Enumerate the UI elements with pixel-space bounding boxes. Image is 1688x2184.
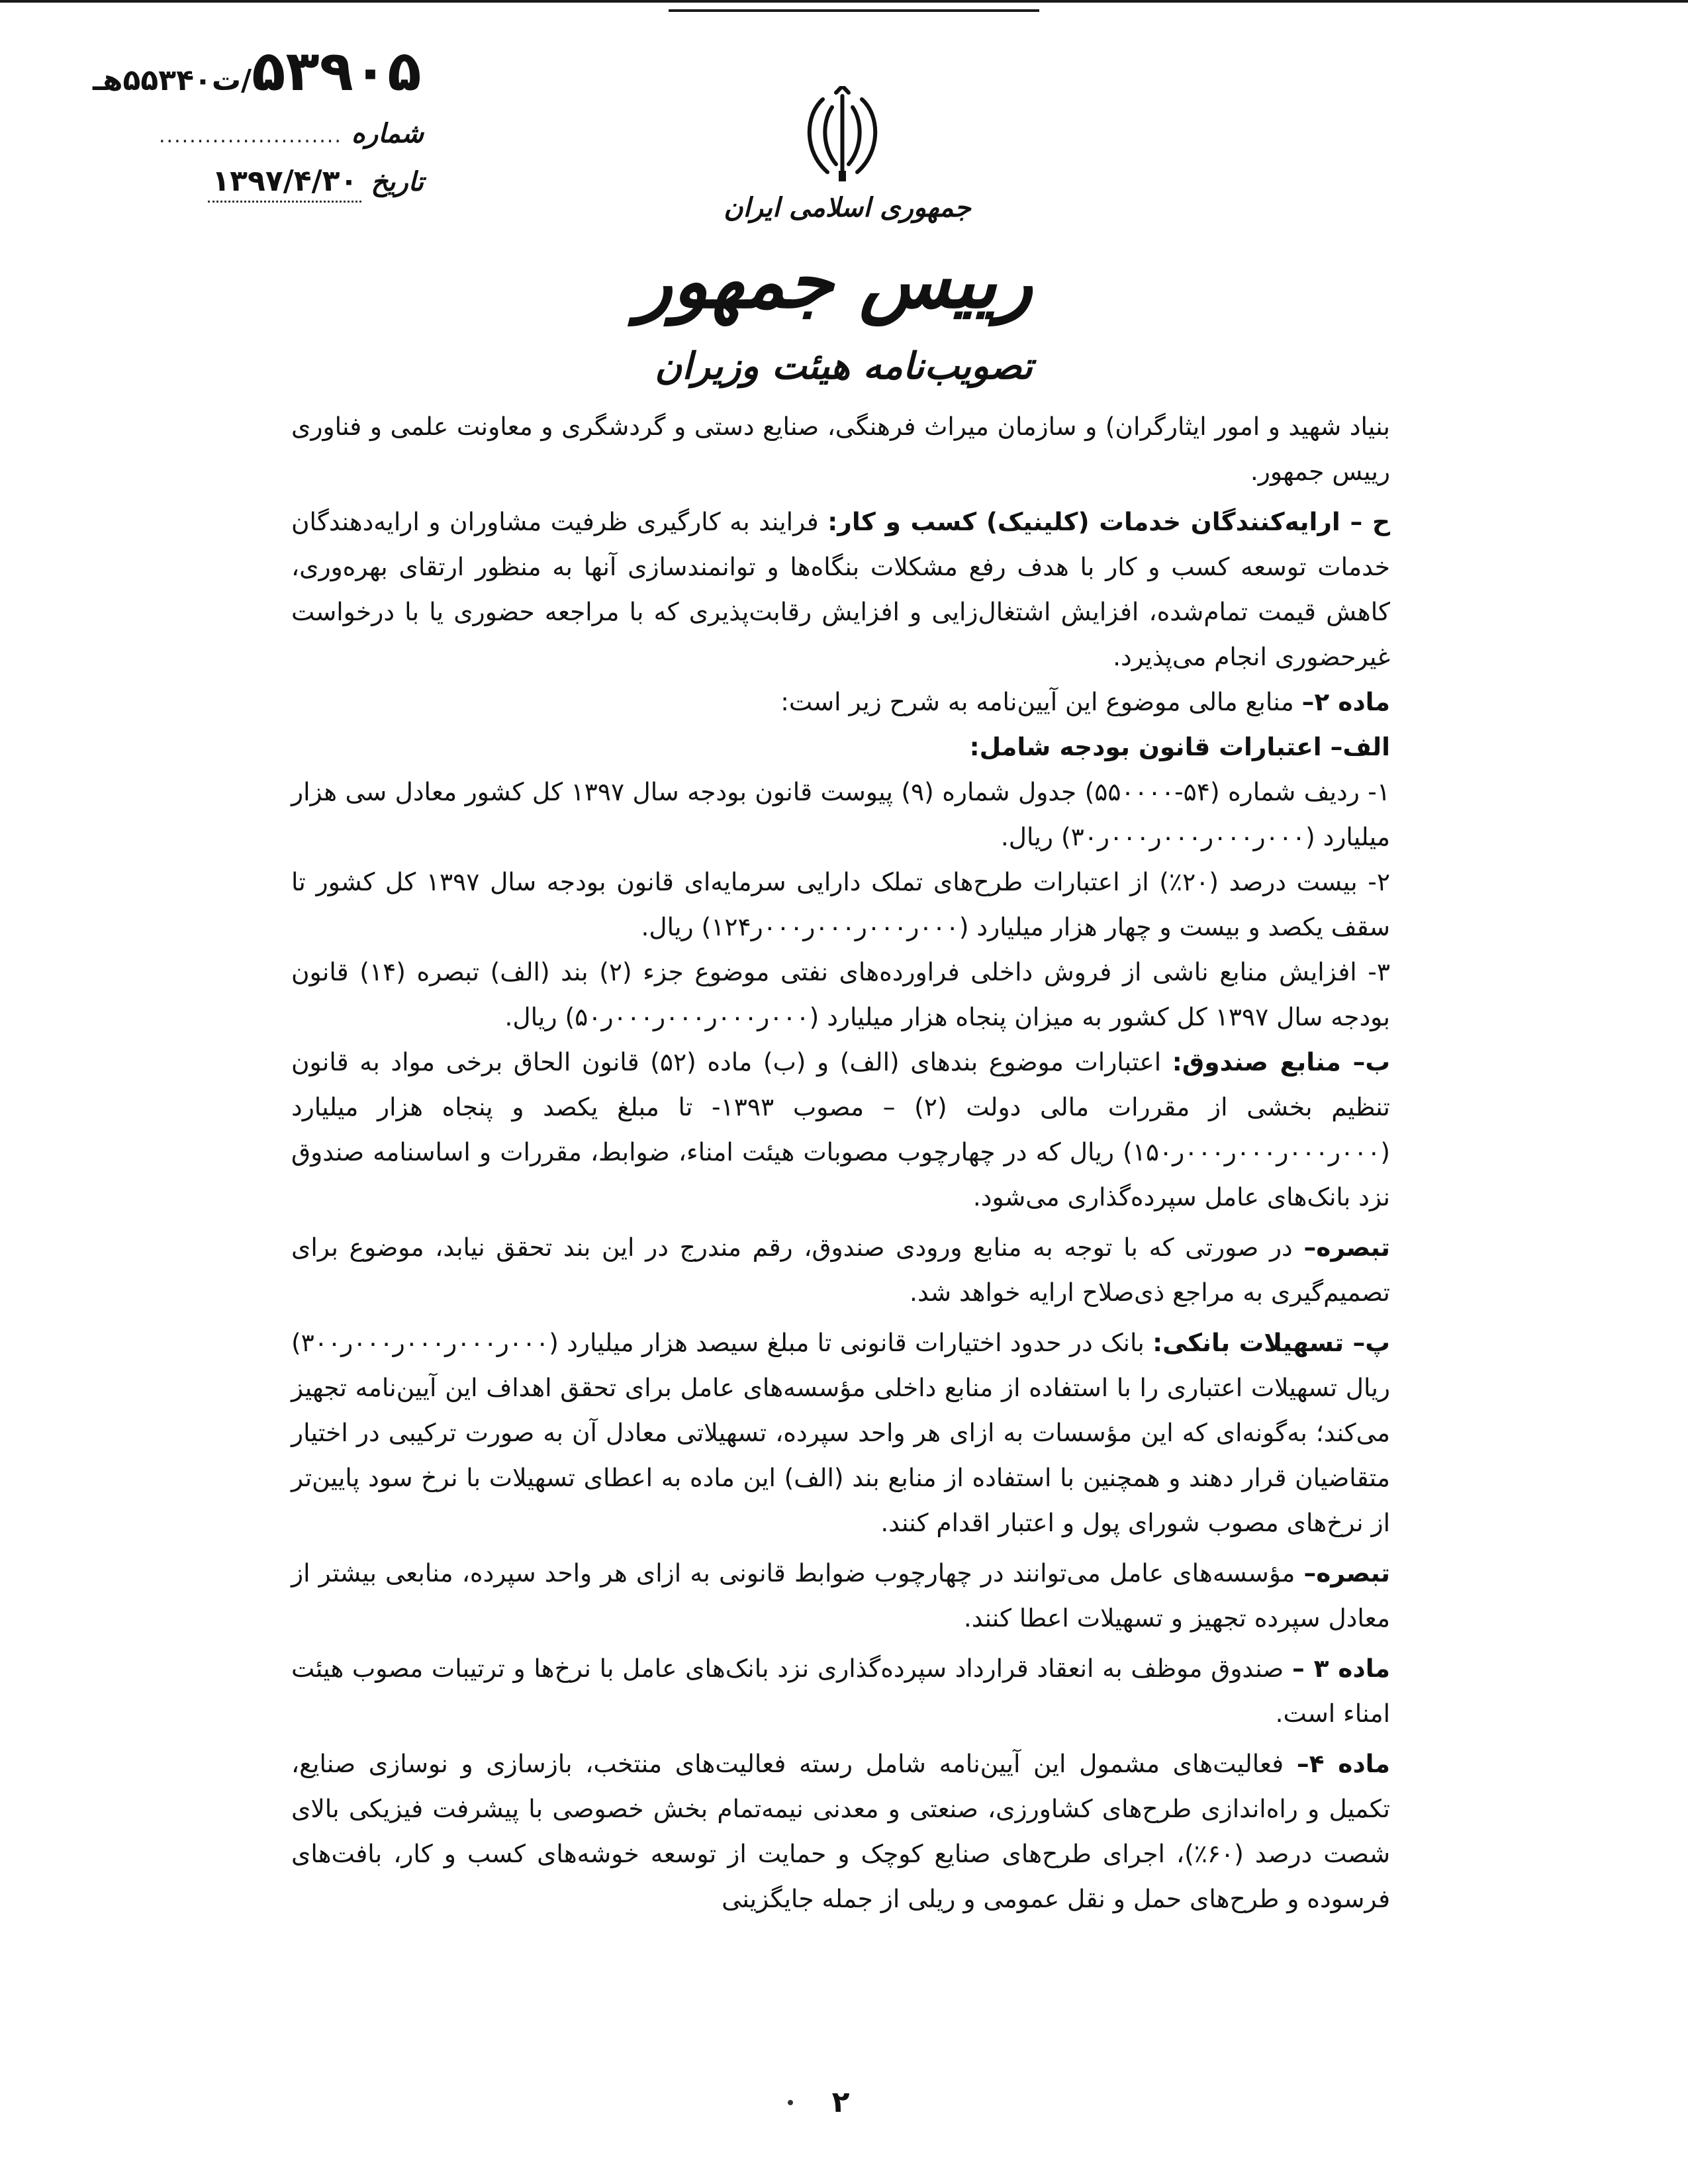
paragraph-8-heading: ب– منابع صندوق: bbox=[1172, 1047, 1391, 1076]
tarikh-row bbox=[185, 164, 424, 203]
tarikh-value: ۱۳۹۷/۴/۳۰ bbox=[208, 164, 361, 203]
shomare-row bbox=[159, 118, 424, 149]
shomare-label: شماره bbox=[351, 118, 424, 149]
paragraph-10 bbox=[291, 1320, 1390, 1545]
paragraph-11-text: مؤسسه‌های عامل می‌توانند در چهارچوب ضوابط قانونی به ازای هر واحد سپرده، منابعی بیشتر از معادل سپرده تجهیز و تسهیلات اعطا کنند. bbox=[291, 1558, 1390, 1633]
paragraph-7 bbox=[291, 949, 1390, 1039]
paragraph-3 bbox=[291, 679, 1390, 724]
paragraph-7-text: ۳- افزایش منابع ناشی از فروش داخلی فراورده‌های نفتی موضوع جزء (۲) بند (الف) تبصره (۱۴) قانون بودجه سال ۱۳۹۷ کل کشور به میزان پنجاه هزار میلیارد (۰۰۰ر۰۰۰ر۰۰۰ر۰۰۰ر۵۰) ریال. bbox=[291, 957, 1390, 1031]
tarikh-label: تاریخ bbox=[371, 166, 424, 197]
paragraph-1 bbox=[291, 404, 1390, 494]
paragraph-4-heading: الف– اعتبارات قانون بودجه شامل: bbox=[969, 732, 1390, 761]
paragraph-13-heading: ماده ۴– bbox=[1296, 1749, 1390, 1778]
page-number-dot bbox=[788, 2100, 793, 2105]
paragraph-10-text: بانک در حدود اختیارات قانونی تا مبلغ سیصد هزار میلیارد (۰۰۰ر۰۰۰ر۰۰۰ر۰۰۰ر۳۰۰) ریال تسهیلات اعتباری را با استفاده از منابع داخلی مؤسسه‌های عامل برای تحقق اهداف این آیین‌نامه تجهیز می‌کند؛ به‌گونه‌ای که این مؤسسات به ازای هر واحد سپرده، تسهیلاتی معادل آن به صورت ترکیبی در اختیار متقاضیان قرار دهند و همچنین با استفاده از منابع بند (الف) این ماده به اعطای تسهیلات با نرخ سود پایین‌تر از نرخ‌های مصوب شورای پول و اعتبار اقدام کنند. bbox=[291, 1328, 1390, 1537]
document-body bbox=[291, 404, 1390, 1921]
paragraph-6 bbox=[291, 859, 1390, 949]
iran-emblem-icon bbox=[798, 86, 887, 185]
shomare-dots: ........................ bbox=[159, 124, 342, 148]
paragraph-8 bbox=[291, 1039, 1390, 1219]
letter-number-suffix: /ت۵۵۳۴۰هـ bbox=[93, 64, 252, 97]
header-approval: تصویب‌نامه هیئت وزیران bbox=[655, 344, 1033, 388]
paragraph-13-text: فعالیت‌های مشمول این آیین‌نامه شامل رسته فعالیت‌های منتخب، بازسازی و نوسازی صنایع، تکمیل و راه‌اندازی طرح‌های کشاورزی، صنعتی و معدنی نیمه‌تمام بخش خصوصی با پیشرفت فیزیکی بالای شصت درصد (۶۰٪)، اجرای طرح‌های صنایع کوچک و حمایت از توسعه خوشه‌های کسب و کار، بافت‌های فرسوده و طرح‌های حمل و نقل عمومی و ریلی از جمله جایگزینی bbox=[291, 1749, 1391, 1913]
paragraph-11 bbox=[291, 1550, 1390, 1640]
paragraph-9-heading: تبصره– bbox=[1303, 1233, 1390, 1262]
paragraph-5-text: ۱- ردیف شماره (۵۴-۵۵۰۰۰۰) جدول شماره (۹) پیوست قانون بودجه سال ۱۳۹۷ کل کشور معادل سی هزار میلیارد (۰۰۰ر۰۰۰ر۰۰۰ر۰۰۰ر۳۰) ریال. bbox=[291, 777, 1390, 851]
paragraph-9 bbox=[291, 1225, 1390, 1315]
paragraph-1-text: بنیاد شهید و امور ایثارگران) و سازمان میراث فرهنگی، صنایع دستی و گردشگری و معاونت علمی و فناوری رییس جمهور. bbox=[291, 412, 1390, 486]
paragraph-10-heading: پ– تسهیلات بانکی: bbox=[1152, 1328, 1390, 1357]
paragraph-11-heading: تبصره– bbox=[1303, 1558, 1390, 1588]
paragraph-3-heading: ماده ۲– bbox=[1301, 687, 1390, 716]
letter-number-main: ۵۳۹۰۵ bbox=[252, 38, 422, 103]
letter-number bbox=[93, 38, 450, 103]
paragraph-3-text: منابع مالی موضوع این آیین‌نامه به شرح زیر است: bbox=[780, 687, 1302, 716]
paragraph-8-text: اعتبارات موضوع بندهای (الف) و (ب) ماده (۵۲) قانون الحاق برخی مواد به قانون تنظیم بخشی از مقررات مالی دولت (۲) – مصوب ۱۳۹۳- تا مبلغ یکصد و پنجاه هزار میلیارد (۰۰۰ر۰۰۰ر۰۰۰ر۰۰۰ر۱۵۰) ریال که در چهارچوب مصوبات هیئت امناء، ضوابط، مقررات و اساسنامه صندوق نزد بانک‌های عامل سپرده‌گذاری می‌شود. bbox=[291, 1047, 1390, 1211]
paragraph-12-heading: ماده ۳ – bbox=[1291, 1654, 1390, 1683]
paragraph-9-text: در صورتی که با توجه به منابع ورودی صندوق، رقم مندرج در این بند تحقق نیابد، موضوع برای تصمیم‌گیری به مراجع ذی‌صلاح ارایه خواهد شد. bbox=[291, 1233, 1390, 1307]
paragraph-5 bbox=[291, 769, 1390, 859]
header-president: رییس جمهور bbox=[636, 238, 1033, 325]
paragraph-2 bbox=[291, 499, 1390, 679]
header-republic: جمهوری اسلامی ایران bbox=[724, 192, 971, 223]
paragraph-12-text: صندوق موظف به انعقاد قرارداد سپرده‌گذاری نزد بانک‌های عامل با نرخ‌ها و ترتیبات مصوب هیئت امناء است. bbox=[291, 1654, 1390, 1728]
paragraph-12 bbox=[291, 1646, 1390, 1736]
paragraph-4 bbox=[291, 724, 1390, 769]
paragraph-2-heading: ح – ارایه‌کنندگان خدمات (کلینیک) کسب و کار: bbox=[827, 507, 1390, 536]
paragraph-6-text: ۲- بیست درصد (۲۰٪) از اعتبارات طرح‌های تملک دارایی سرمایه‌ای قانون بودجه سال ۱۳۹۷ کل کشور تا سقف یکصد و بیست و چهار هزار میلیارد (۰۰۰ر۰۰۰ر۰۰۰ر۰۰۰ر۱۲۴) ریال. bbox=[291, 867, 1390, 941]
page-number: ۲ bbox=[831, 2085, 850, 2119]
top-header-frame bbox=[669, 0, 1039, 12]
paragraph-13 bbox=[291, 1741, 1390, 1921]
paragraph-2-text: فرایند به کارگیری ظرفیت مشاوران و ارایه‌دهندگان خدمات توسعه کسب و کار با هدف رفع مشکلات بنگاه‌ها و توانمندسازی آنها به منظور ارتقای بهره‌وری، کاهش قیمت تمام‌شده، افزایش اشتغال‌زایی و افزایش رقابت‌پذیری که با مراجعه حضوری یا با درخواست غیرحضوری انجام می‌پذیرد. bbox=[291, 507, 1390, 671]
